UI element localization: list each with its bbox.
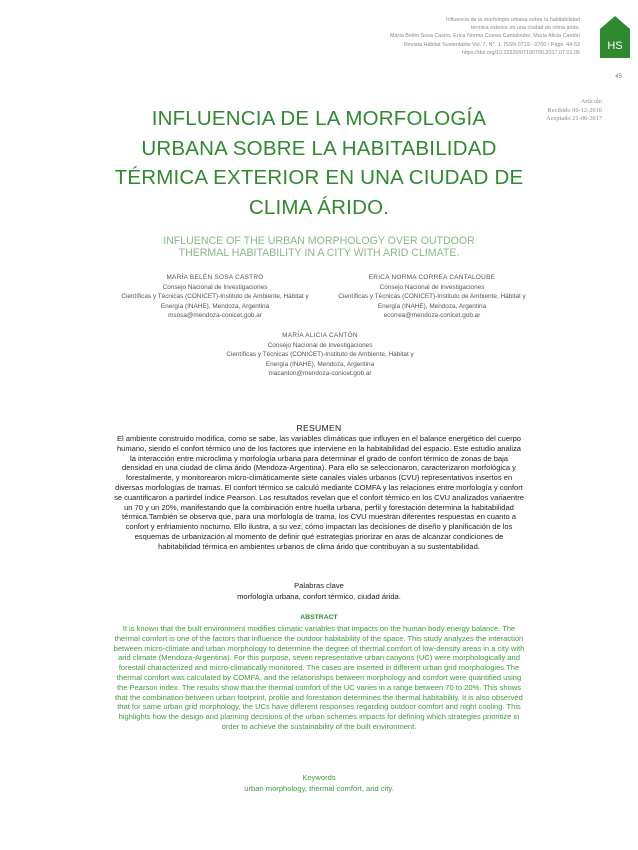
header-line: María Belén Sosa Castro, Erica Norma Correa Cantaloube, María Alicia Cantón	[390, 33, 580, 40]
title-line: URBANA SOBRE LA HABITABILIDAD	[141, 136, 497, 160]
resumen-text: El ambiente construido modifica, como se sabe, las variables climáticas que influyen en el balance energético del cuerpo humano, siendo el confort térmico uno de los factores que interviene en la habitabilidad del espacio. Este estudio analiza la interacción entre microclima y morfología urbana para determinar el grado de confort térmico de zonas de baja densidad en una ciudad de clima árido (Mendoza-Argentina). Para ello se seleccionaron, caracterizaron morfológica y forestalmente, y monitorearon micro-climáticamente siete canales viales urbanos (CVU) representativos insertos en diversas morfologías de tramas. El confort térmico se calculó mediante COMFA y las relaciones entre morfología y confort se cuantificaron a partirdel índice Pearson. Los resultados revelan que el confort térmico en los CVU analizados variaentre un 70 y un 20%, manifestando que la combinación entre huella urbana, perfil y forestación determina la habitabilidad térmica.También se observa que, para una morfología de trama, los CVU muestran diferentes respuestas en cuanto a confort y enfriamiento nocturno. Ello ilustra, a su vez, cómo impactan las decisiones de diseño y planificación de los esquemas de urbanización al momento de definir qué estrategias priorizar en aras de alcanzar condiciones de habitabilidad térmica en ambientes urbanos de clima árido que contribuyan a su sustentabilidad.	[114, 434, 524, 551]
article-title	[0, 104, 638, 222]
title-line: INFLUENCIA DE LA MORFOLOGÍA	[151, 107, 487, 130]
author-name: MARÍA BELÉN SOSA CASTRO	[166, 274, 264, 281]
author-affiliation: Energía (INAHE), Mendoza, Argentina	[265, 360, 375, 368]
author-affiliation: Científicas y Técnicas (CONICET)-Instituto de Ambiente, Hábitat y	[226, 351, 414, 359]
author-block	[105, 273, 325, 321]
author-block	[210, 331, 430, 379]
keywords-text: urban morphology, thermal comfort, arid city.	[244, 784, 394, 793]
author-email[interactable]: ecorrea@mendoza-conicet.gob.ar	[383, 312, 481, 320]
logo-text: HS	[607, 40, 623, 52]
header-line: Influencia de la morfología urbana sobre la habitabilidad	[446, 17, 580, 23]
resumen-heading: RESUMEN	[296, 423, 342, 433]
accepted-date: Aceptado 21-06-2017	[546, 115, 602, 123]
author-block	[322, 273, 542, 321]
header-line: térmica exterior en una ciudad de clima árido.	[470, 25, 580, 32]
keywords-heading: Keywords	[302, 773, 336, 782]
author-affiliation: Consejo Nacional de Investigaciones	[267, 341, 373, 349]
author-affiliation: Científicas y Técnicas (CONICET)-Instituto de Ambiente, Hábitat y	[338, 293, 526, 301]
article-type: Artículo	[580, 98, 602, 105]
title-line: CLIMA ÁRIDO.	[248, 195, 390, 219]
page-number: 45	[615, 74, 622, 80]
received-date: Recibido 06-12-2016	[547, 106, 602, 114]
author-affiliation: Científicas y Técnicas (CONICET)-Instituto de Ambiente, Hábitat y	[121, 293, 309, 301]
abstract-heading: ABSTRACT	[300, 614, 338, 621]
author-email[interactable]: msosa@mendoza-conicet.gob.ar	[168, 312, 262, 320]
subtitle-line: INFLUENCE OF THE URBAN MORPHOLOGY OVER OUTDOOR	[163, 235, 475, 247]
article-subtitle	[0, 235, 638, 260]
header-line: Revista Hábitat Sustentable Vol. 7, N°. 1. ISSN 0719 - 0700 / Págs. 44-53	[404, 41, 580, 48]
author-name: MARÍA ALICIA CANTÓN	[282, 332, 358, 339]
header-doi: https://doi.org/10.22320/07190700.2017.07.01.05	[461, 49, 580, 56]
subtitle-line: THERMAL HABITABILITY IN A CITY WITH ARID CLIMATE.	[178, 247, 460, 260]
author-affiliation: Consejo Nacional de Investigaciones	[379, 283, 485, 291]
running-header	[280, 16, 580, 57]
palabras-clave-text: morfología urbana, confort térmico, ciudad árida.	[237, 592, 401, 601]
journal-logo	[600, 16, 630, 58]
palabras-clave-heading: Palabras clave	[294, 581, 344, 590]
author-name: ERICA NORMA CORREA CANTALOUBE	[368, 274, 496, 281]
author-email[interactable]: macanton@mendoza-conicet.gob.ar	[268, 370, 372, 378]
author-affiliation: Consejo Nacional de Investigaciones	[162, 283, 268, 291]
abstract-text: It is known that the built environment modifies climatic variables that impacts on the human body energy balance. The thermal comfort is one of the factors that influence the outdoor habitability of the space. This study analyzes the interaction between micro-climate and urban morphology to determine the degree of thermal comfort of low-density areas in a city with arid climate (Mendoza-Argentina). For this purpose, seven representative urban canyons (UC) were morphologically and forestall characterized and micro-climatically monitored. The cases are inserted in different urban grid morphologies.The thermal comfort was calculated by COMFA, and the relationships between morphology and comfort were quantified using the Pearson index. The results show that the thermal comfort of the UC varies in a range between 70 to 20%. This shows that the combination between urban footprint, profile and forestation determines the thermal habitability. It is also observed that for same urban grid morphology, the UCs have different responses regarding outdoor comfort and night cooling. This highlights how the design and planning decisions of the urban schemes impacts for defining which strategies prioritize in order to achieve the sustainability of the built environment.	[113, 624, 525, 731]
author-affiliation: Energía (INAHE), Mendoza, Argentina	[160, 302, 270, 310]
author-affiliation: Energía (INAHE), Mendoza, Argentina	[377, 302, 487, 310]
title-line: TÉRMICA EXTERIOR EN UNA CIUDAD DE	[114, 166, 524, 189]
